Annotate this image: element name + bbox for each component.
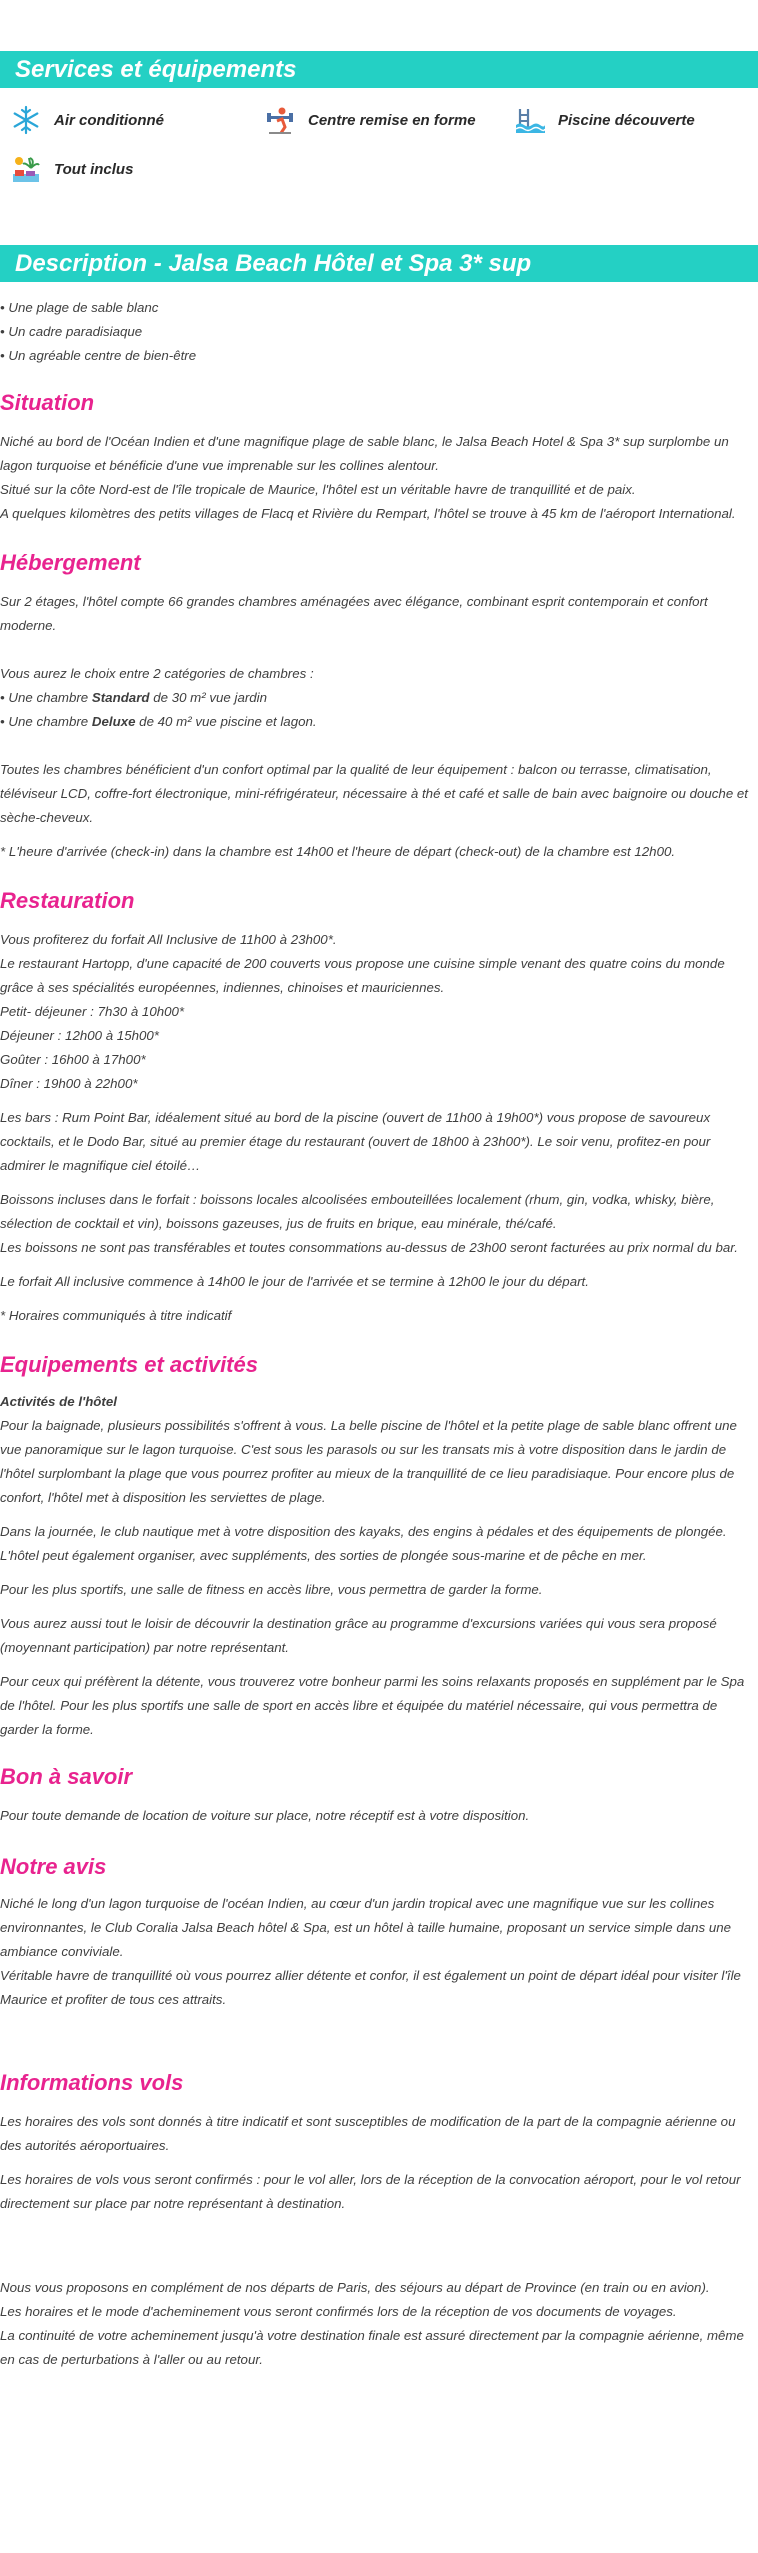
all-inclusive-icon [10,153,42,185]
hebergement-paragraph: Sur 2 étages, l'hôtel compte 66 grandes chambres aménagées avec élégance, combinant esprit contemporain et confort moderne. [0,594,708,633]
description-bullet: • Un agréable centre de bien-être [0,344,758,368]
snowflake-icon [10,104,42,136]
situation-paragraph: Situé sur la côte Nord-est de l'île tropicale de Maurice, l'hôtel est un véritable havre de tranquillité et de paix. [0,482,636,497]
meal-time: Goûter : 16h00 à 17h00* [0,1052,146,1067]
hebergement-paragraph: Vous aurez le choix entre 2 catégories de chambres : [0,666,314,681]
service-piscine [514,104,695,136]
notre-avis-paragraph: Niché le long d'un lagon turquoise de l'océan Indien, au cœur d'un jardin tropical avec une magnifique vue sur les collines environnantes, le Club Coralia Jalsa Beach hôtel & Spa, est un hôtel à taille humaine, proposant un service simple dans une ambiance conviviale. [0,1896,732,1959]
service-tout-inclus [10,153,133,185]
meal-time: Déjeuner : 12h00 à 15h00* [0,1028,159,1043]
vols-paragraph: Les horaires et le mode d'acheminement vous seront confirmés lors de la réception de vos documents de voyages. [0,2304,677,2319]
pool-icon [514,104,546,136]
activites-subheading: Activités de l'hôtel [0,1394,117,1409]
bon-a-savoir-heading: Bon à savoir [0,1764,133,1789]
room-deluxe: • Une chambre Deluxe de 40 m² vue piscine et lagon. [0,710,758,734]
situation-paragraph: A quelques kilomètres des petits villages de Flacq et Rivière du Rempart, l'hôtel se trouve à 45 km de l'aéroport International. [0,506,736,521]
vols-paragraph: Nous vous proposons en complément de nos départs de Paris, des séjours au départ de Province (en train ou en avion). [0,2280,710,2295]
service-label: Centre remise en forme [308,111,476,129]
situation-paragraph: Niché au bord de l'Océan Indien et d'une magnifique plage de sable blanc, le Jalsa Beach Hotel & Spa 3* sup surplombe un lagon turquoise et bénéficie d'une vue imprenable sur les collines alentour. [0,434,729,473]
restauration-paragraph: Le restaurant Hartopp, d'une capacité de 200 couverts vous propose une cuisine simple venant des quatre coins du monde grâce à ses spécialités européennes, indiennes, chinoises et mauriciennes. [0,956,725,995]
meal-time: Petit- déjeuner : 7h30 à 10h00* [0,1004,185,1019]
room-standard: • Une chambre Standard de 30 m² vue jardin [0,686,758,710]
horaires-note: * Horaires communiqués à titre indicatif [0,1308,232,1323]
equipements-heading: Equipements et activités [0,1352,258,1377]
hebergement-heading: Hébergement [0,550,141,575]
drinks-paragraph: Les boissons ne sont pas transférables et toutes consommations au-dessus de 23h00 seront facturées au prix normal du bar. [0,1240,738,1255]
situation-heading: Situation [0,390,95,415]
equipements-paragraph: Dans la journée, le club nautique met à votre disposition des kayaks, des engins à pédales et des équipements de plongée. L'hôtel peut également organiser, avec suppléments, des sorties de plongée sous-marine et de pêche en mer. [0,1524,727,1563]
bon-a-savoir-paragraph: Pour toute demande de location de voiture sur place, notre réceptif est à votre disposition. [0,1808,530,1823]
equipements-paragraph: Pour les plus sportifs, une salle de fitness en accès libre, vous permettra de garder la forme. [0,1582,543,1597]
service-label: Tout inclus [54,160,134,178]
notre-avis-heading: Notre avis [0,1854,107,1879]
description-bullet: • Un cadre paradisiaque [0,320,758,344]
restauration-paragraph: Vous profiterez du forfait All Inclusive de 11h00 à 23h00*. [0,932,337,947]
vols-heading: Informations vols [0,2070,184,2095]
vols-paragraph: Les horaires de vols vous seront confirmés : pour le vol aller, lors de la réception de la convocation aéroport, pour le vol retour directement sur place par notre représentant à destination. [0,2172,741,2211]
meal-time: Dîner : 19h00 à 22h00* [0,1076,138,1091]
description-bullet: • Une plage de sable blanc [0,296,758,320]
vols-paragraph: La continuité de votre acheminement jusqu'à votre destination finale est assuré directement par la compagnie aérienne, même en cas de perturbations à l'aller ou au retour. [0,2328,744,2367]
hebergement-paragraph: Toutes les chambres bénéficient d'un confort optimal par la qualité de leur équipement : balcon ou terrasse, climatisation, téléviseur LCD, coffre-fort électronique, mini-réfrigérateur, nécessaire à thé et café et salle de bain avec baignoire ou douche et sèche-cheveux. [0,762,748,825]
restauration-heading: Restauration [0,888,135,913]
checkin-note: * L'heure d'arrivée (check-in) dans la chambre est 14h00 et l'heure de départ (check-out) de la chambre est 12h00. [0,844,676,859]
services-banner: Services et équipements [0,51,758,88]
drinks-paragraph: Boissons incluses dans le forfait : boissons locales alcoolisées embouteillées localement (rhum, gin, vodka, whisky, bière, sélection de cocktail et vin), boissons gazeuses, jus de fruits en brique, eau minérale, thé/café. [0,1192,715,1231]
service-label: Piscine découverte [558,111,695,129]
notre-avis-paragraph: Véritable havre de tranquillité où vous pourrez allier détente et confor, il est également un point de départ idéal pour visiter l'île Maurice et profiter de tous ces attraits. [0,1968,741,2007]
forfait-paragraph: Le forfait All inclusive commence à 14h00 le jour de l'arrivée et se termine à 12h00 le jour du départ. [0,1274,589,1289]
equipements-paragraph: Vous aurez aussi tout le loisir de découvrir la destination grâce au programme d'excursions variées qui vous sera proposé (moyennant participation) par notre représentant. [0,1616,717,1655]
equipements-paragraph: Pour ceux qui préfèrent la détente, vous trouverez votre bonheur parmi les soins relaxants proposés en supplément par le Spa de l'hôtel. Pour les plus sportifs une salle de sport en accès libre et équipée du matériel nécessaire, qui vous permettra de garder la forme. [0,1674,745,1737]
bars-paragraph: Les bars : Rum Point Bar, idéalement situé au bord de la piscine (ouvert de 11h00 à 19h00*) vous propose de savoureux cocktails, et le Dodo Bar, situé au premier étage du restaurant (ouvert de 18h00 à 23h00*). Le soir venu, profitez-en pour admirer le magnifique ciel étoilé… [0,1110,711,1173]
description-content [0,296,758,2372]
service-fitness [264,104,476,136]
service-air-conditionne [10,104,164,136]
service-label: Air conditionné [54,111,164,129]
vols-paragraph: Les horaires des vols sont donnés à titre indicatif et sont susceptibles de modification de la part de la compagnie aérienne ou des autorités aéroportuaires. [0,2114,736,2153]
fitness-icon [264,104,296,136]
description-banner: Description - Jalsa Beach Hôtel et Spa 3* sup [0,245,758,282]
equipements-paragraph: Pour la baignade, plusieurs possibilités s'offrent à vous. La belle piscine de l'hôtel et la petite plage de sable blanc offrent une vue panoramique sur le lagon turquoise. C'est sous les parasols ou sur les transats mis à votre disposition dans le jardin de l'hôtel surplombant la plage que vous pourrez profiter au mieux de la tranquillité de ce lieu paradisiaque. Pour encore plus de confort, l'hôtel met à disposition les serviettes de plage. [0,1418,737,1505]
